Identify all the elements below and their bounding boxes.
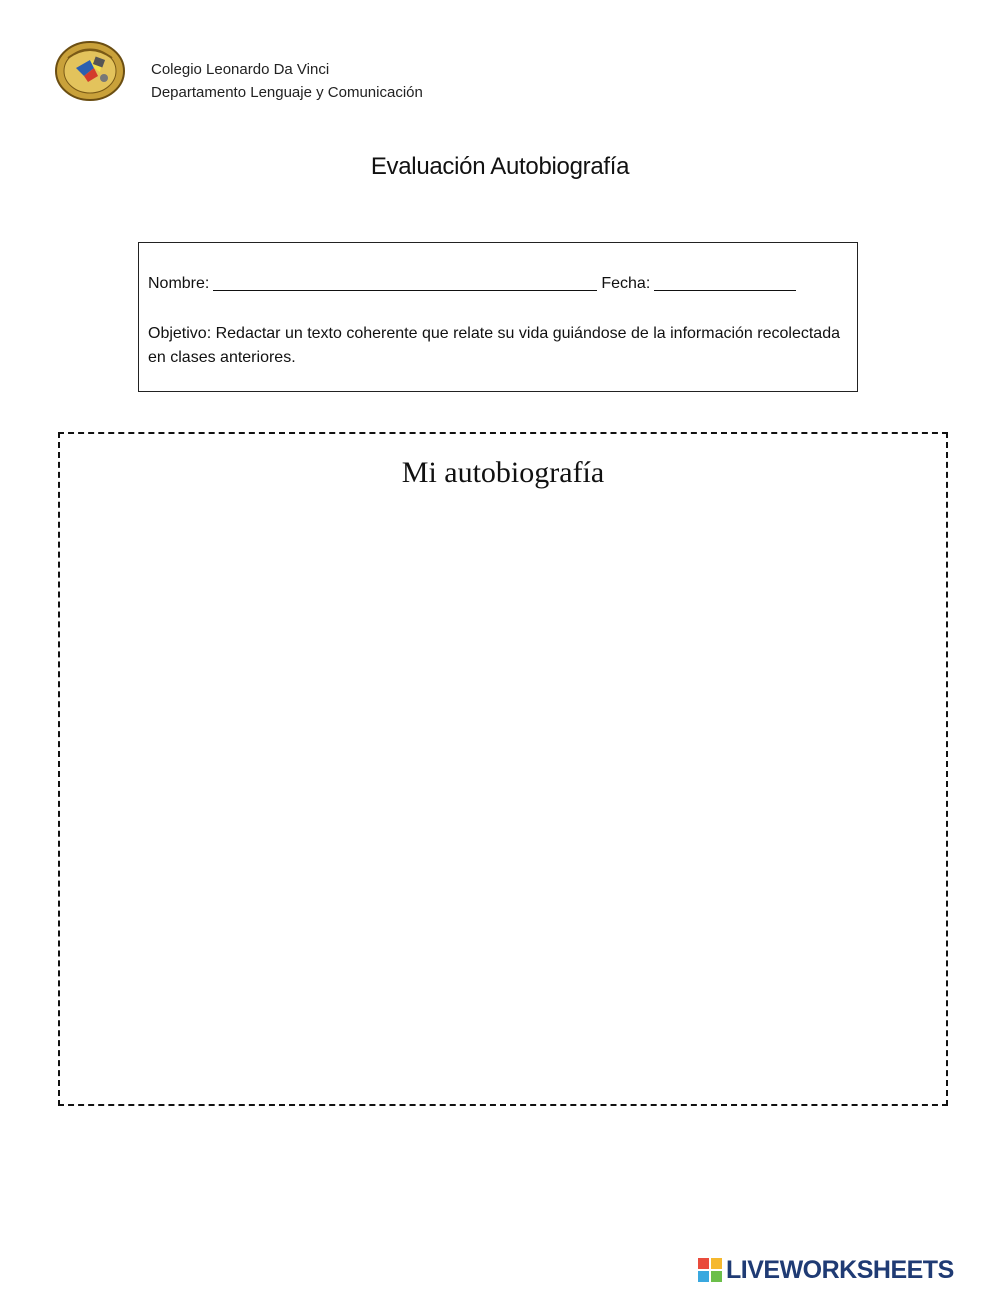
page-title: Evaluación Autobiografía [370, 153, 630, 180]
department-name: Departamento Lenguaje y Comunicación [151, 84, 423, 101]
date-field[interactable] [654, 276, 796, 291]
info-box [138, 242, 858, 392]
school-crest-icon [54, 40, 126, 102]
writing-area-title: Mi autobiografía [401, 456, 605, 489]
name-field[interactable] [213, 276, 597, 291]
footer-brand [698, 1255, 954, 1285]
autobiography-writing-area[interactable] [58, 432, 948, 1106]
name-date-line [148, 275, 800, 293]
name-label: Nombre: [148, 275, 210, 292]
date-label: Fecha: [601, 275, 651, 292]
objective-text: Objetivo: Redactar un texto coherente que relate su vida guiándose de la información recolectada en clases anteriores. [148, 325, 840, 366]
school-name: Colegio Leonardo Da Vinci [151, 61, 330, 78]
liveworksheets-logo-icon [698, 1258, 722, 1282]
footer-brand-text: LIVEWORKSHEETS [726, 1255, 954, 1284]
